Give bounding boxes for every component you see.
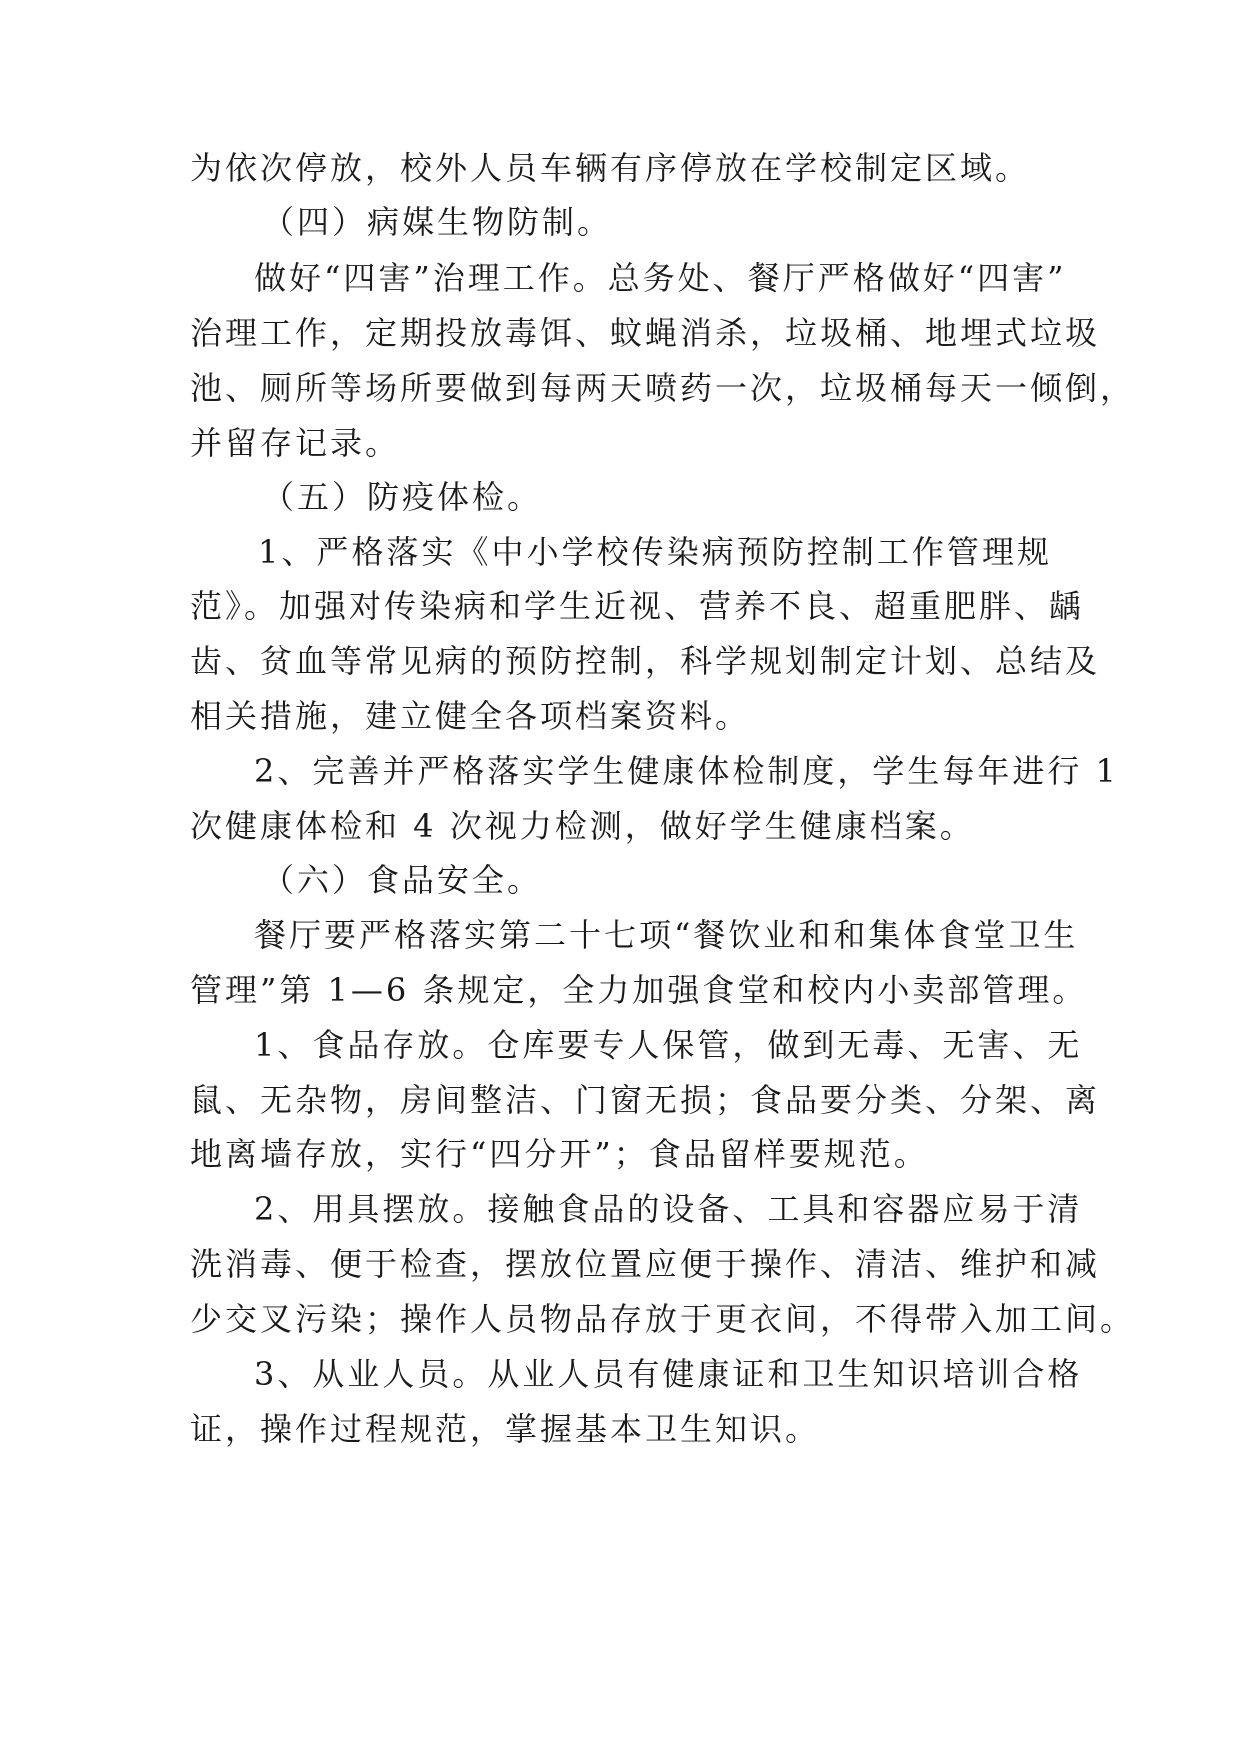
text-line: 1、严格落实《中小学校传染病预防控制工作管理规 [258, 533, 1052, 571]
text-line: 3、从业人员。从业人员有健康证和卫生知识培训合格 [254, 1355, 1083, 1393]
text-line: 为依次停放，校外人员车辆有序停放在学校制定区域。 [190, 149, 1031, 187]
text-line: 洗消毒、便于检查，摆放位置应便于操作、清洁、维护和减 [190, 1245, 1101, 1283]
text-line: 并留存记录。 [190, 424, 401, 462]
text-line: 证，操作过程规范，掌握基本卫生知识。 [190, 1410, 821, 1448]
text-line: 范》。加强对传染病和学生近视、营养不良、超重肥胖、龋 [190, 587, 1085, 625]
text-line: 2、用具摆放。接触食品的设备、工具和容器应易于清 [254, 1190, 1083, 1228]
section-heading-6: （六）食品安全。 [262, 861, 543, 899]
text-line: 2、完善并严格落实学生健康体检制度，学生每年进行 1 [254, 752, 1119, 790]
text-line: 1、食品存放。仓库要专人保管，做到无毒、无害、无 [254, 1026, 1083, 1064]
text-line: 相关措施，建立健全各项档案资料。 [190, 697, 751, 735]
text-line: 做好“四害”治理工作。总务处、餐厅严格做好“四害” [254, 259, 1067, 297]
section-heading-4: （四）病媒生物防制。 [262, 203, 613, 241]
text-line: 治理工作，定期投放毒饵、蚊蝇消杀，垃圾桶、地埋式垃圾 [190, 314, 1101, 352]
text-line: 管理”第 1—6 条规定，全力加强食堂和校内小卖部管理。 [190, 971, 1088, 1009]
section-heading-5: （五）防疫体检。 [262, 478, 543, 516]
text-line: 池、厕所等场所要做到每两天喷药一次，垃圾桶每天一倾倒， [190, 369, 1136, 407]
text-line: 齿、贫血等常见病的预防控制，科学规划制定计划、总结及 [190, 642, 1101, 680]
text-line: 地离墙存放，实行“四分开”；食品留样要规范。 [190, 1135, 929, 1173]
text-line: 餐厅要严格落实第二十七项“餐饮业和和集体食堂卫生 [254, 916, 1079, 954]
text-line: 少交叉污染；操作人员物品存放于更衣间，不得带入加工间。 [190, 1300, 1136, 1338]
text-line: 次健康体检和 4 次视力检测，做好学生健康档案。 [190, 807, 975, 845]
text-line: 鼠、无杂物，房间整洁、门窗无损；食品要分类、分架、离 [190, 1081, 1101, 1119]
